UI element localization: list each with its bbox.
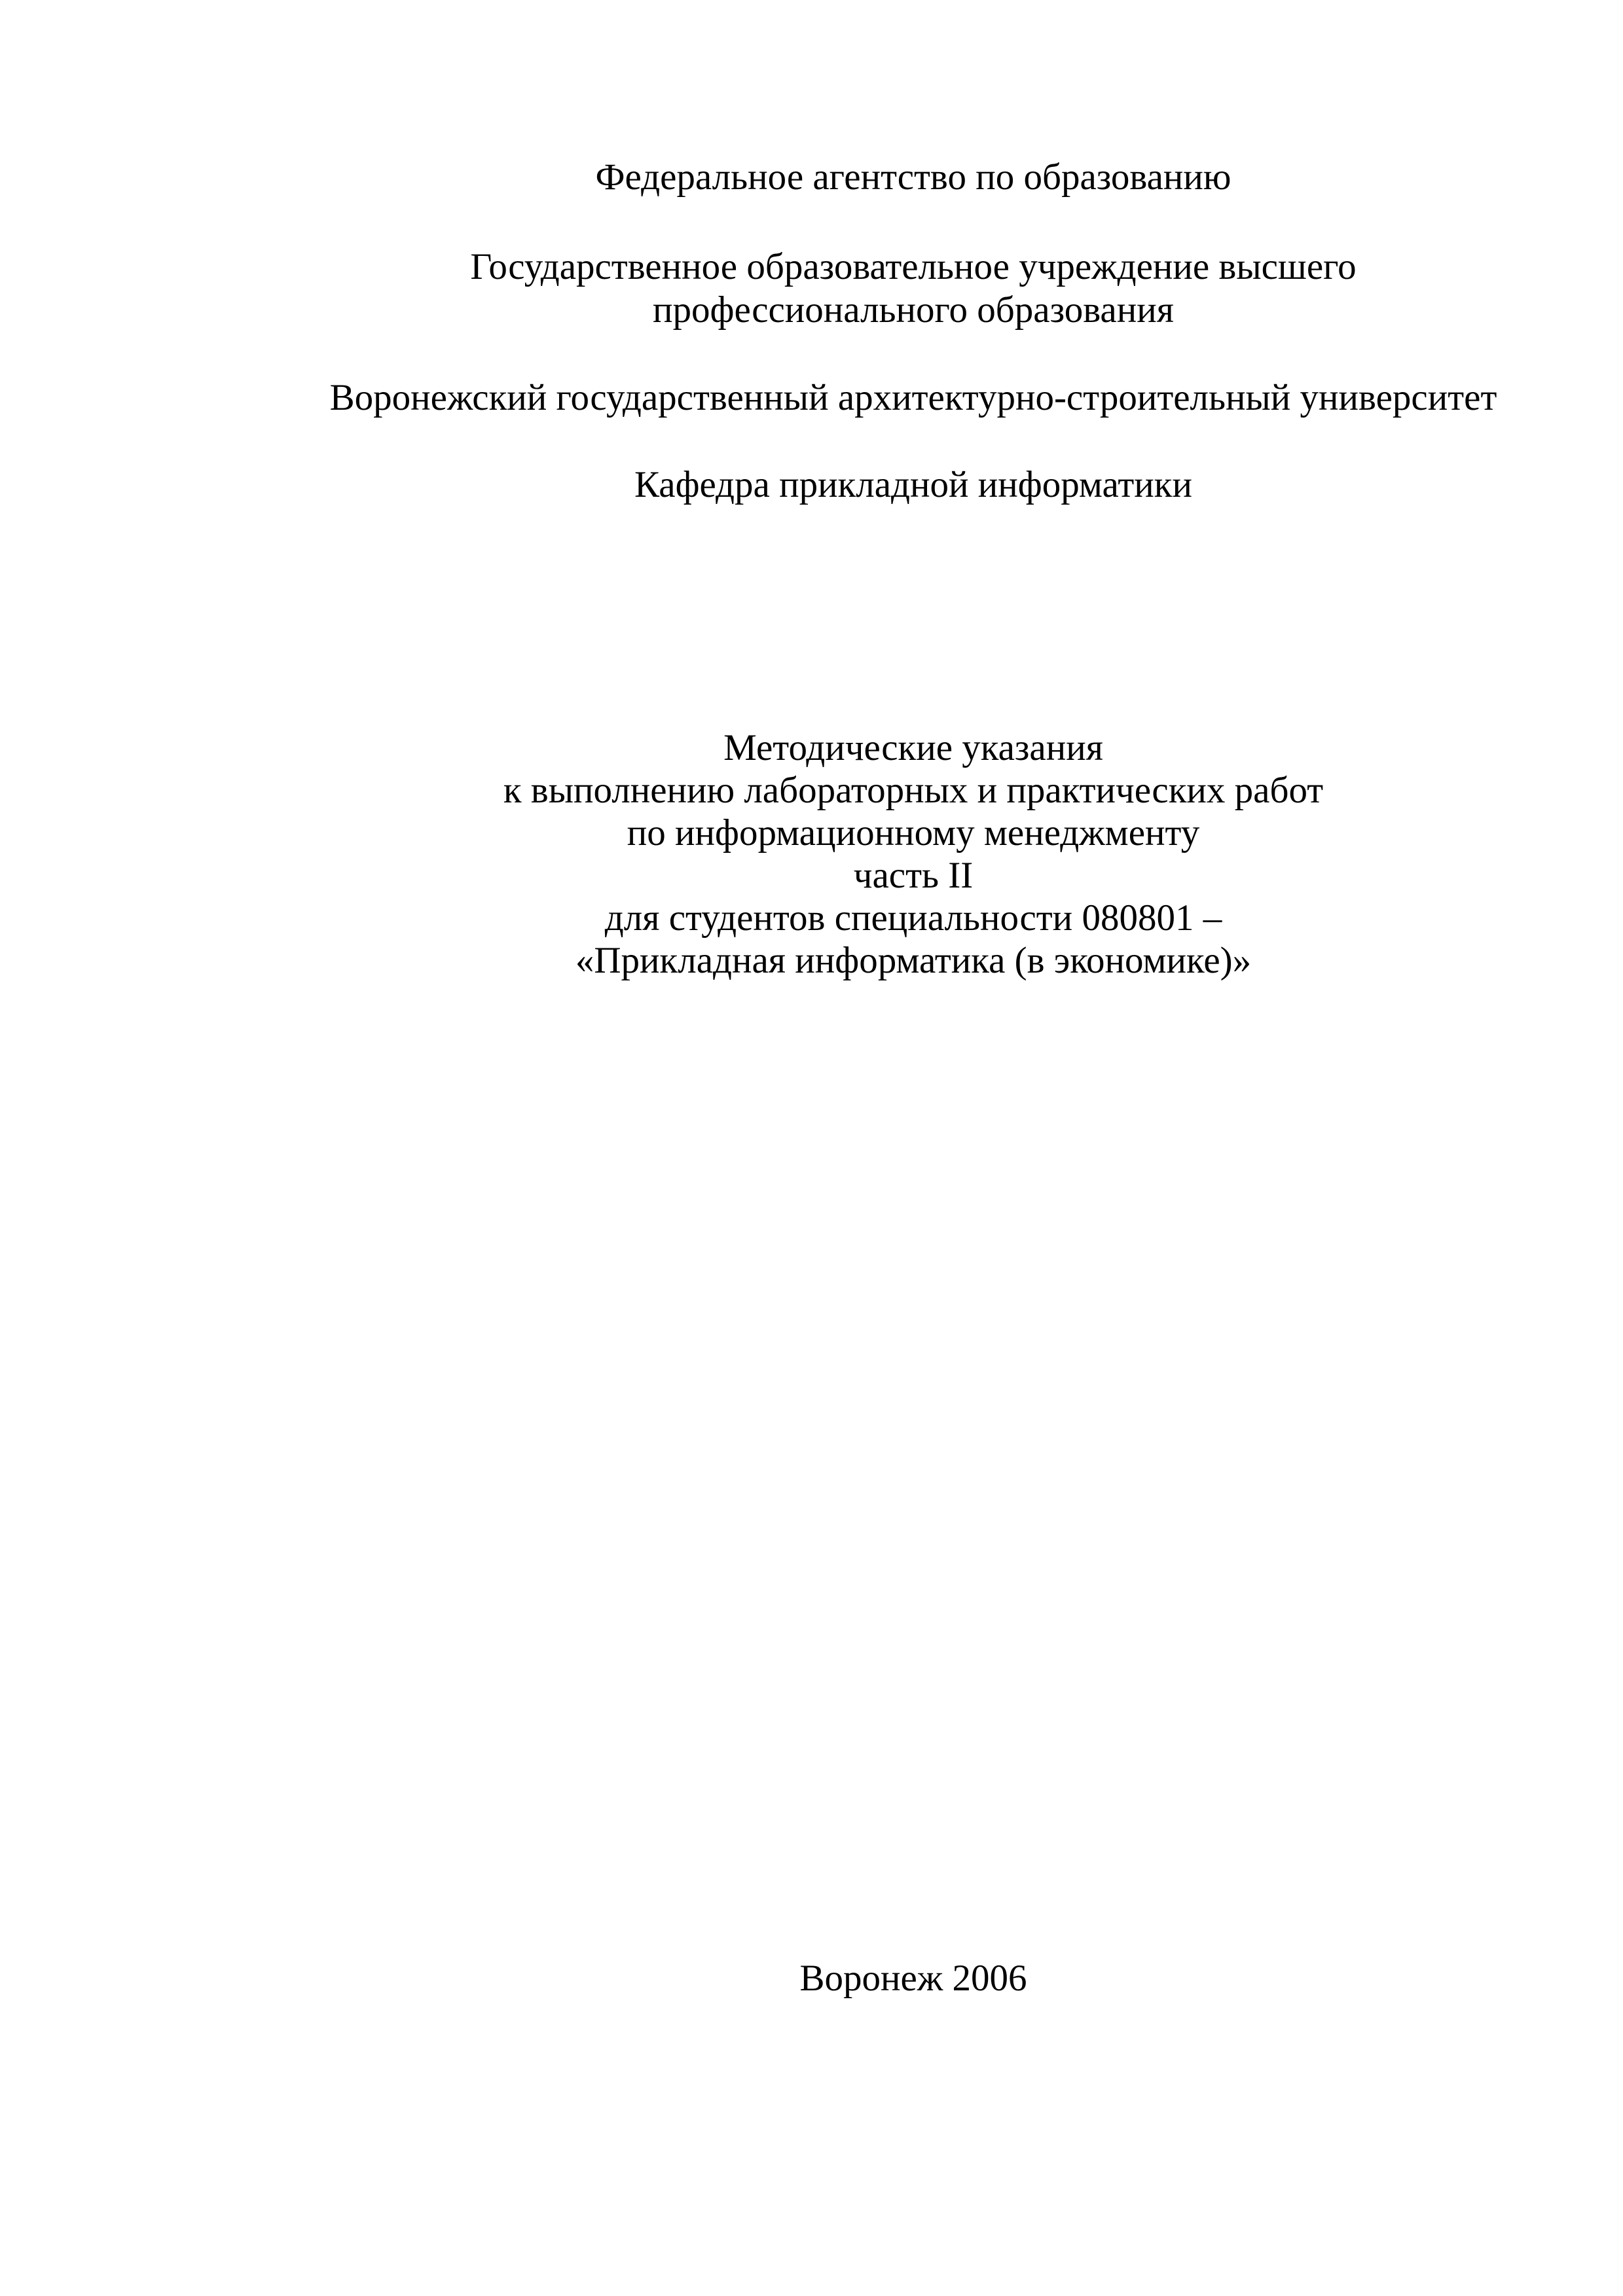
agency-name: Федеральное агентство по образованию: [595, 156, 1231, 198]
city-year: Воронеж 2006: [799, 1958, 1027, 1999]
title-line-4: часть II: [853, 855, 974, 896]
institution-line-2: профессионального образования: [653, 289, 1174, 331]
department-name: Кафедра прикладной информатики: [634, 464, 1192, 505]
institution-line-1: Государственное образовательное учреждение высшего: [470, 246, 1357, 287]
title-line-5: для студентов специальности 080801 –: [604, 897, 1222, 939]
title-line-1: Методические указания: [723, 727, 1103, 768]
title-line-6: «Прикладная информатика (в экономике)»: [575, 940, 1252, 981]
university-name: Воронежский государственный архитектурно-строительный университет: [329, 377, 1497, 418]
title-line-3: по информационному менеджменту: [627, 812, 1200, 853]
title-line-2: к выполнению лабораторных и практических работ: [503, 770, 1324, 811]
